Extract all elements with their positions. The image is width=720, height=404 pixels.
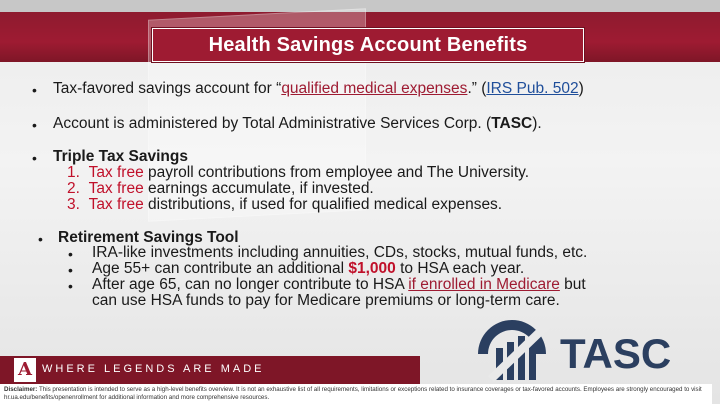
bullet-icon: • bbox=[68, 278, 73, 294]
triple-item-1: 1. Tax free payroll contributions from employee and The University. bbox=[67, 164, 530, 181]
retirement-heading: Retirement Savings Tool bbox=[58, 229, 239, 246]
bullet-icon: • bbox=[32, 150, 37, 166]
list-item-tax-favored: Tax-favored savings account for “qualified medical expenses.” (IRS Pub. 502) bbox=[53, 80, 584, 97]
footer-brand-bar bbox=[0, 356, 420, 384]
triple-tax-heading: Triple Tax Savings bbox=[53, 148, 188, 165]
medicare-link[interactable]: if enrolled in Medicare bbox=[408, 276, 560, 293]
retirement-item-3-line-2: can use HSA funds to pay for Medicare premiums or long-term care. bbox=[92, 292, 560, 309]
bullet-icon: • bbox=[32, 117, 37, 133]
retirement-item-1: IRA-like investments including annuities, CDs, stocks, mutual funds, etc. bbox=[92, 244, 588, 261]
triple-item-3: 3. Tax free distributions, if used for qualified medical expenses. bbox=[67, 196, 503, 213]
irs-pub-502-link[interactable]: IRS Pub. 502 bbox=[486, 80, 579, 97]
retirement-item-3: After age 65, can no longer contribute to HSA if enrolled in Medicare but bbox=[92, 276, 586, 293]
bullet-icon: • bbox=[32, 82, 37, 98]
slide-title: Health Savings Account Benefits bbox=[208, 33, 528, 56]
disclaimer: Disclaimer: This presentation is intended to serve as a high-level benefits overview. It is not an exhaustive list of all requirements, limitations or exceptions related to insurance coverages or tax-favored accounts. Employees are strongly encouraged to visit hr.ua.edu/benefits/openenrollment for additional information and more comprehensive resources. bbox=[0, 384, 712, 404]
retirement-item-2: Age 55+ can contribute an additional $1,000 to HSA each year. bbox=[92, 260, 525, 277]
qualified-medical-expenses-link[interactable]: qualified medical expenses bbox=[281, 80, 468, 97]
bullet-icon: • bbox=[68, 262, 73, 278]
bullet-icon: • bbox=[38, 231, 43, 247]
footer-tagline: WHERE LEGENDS ARE MADE bbox=[42, 363, 265, 375]
university-logo-icon: A bbox=[14, 358, 36, 382]
triple-item-2: 2. Tax free earnings accumulate, if invested. bbox=[67, 180, 374, 197]
tasc-logo-text: TASC bbox=[560, 330, 672, 377]
bullet-icon: • bbox=[68, 246, 73, 262]
footer bbox=[0, 356, 720, 404]
list-item-administered: Account is administered by Total Administrative Services Corp. (TASC). bbox=[53, 115, 542, 132]
